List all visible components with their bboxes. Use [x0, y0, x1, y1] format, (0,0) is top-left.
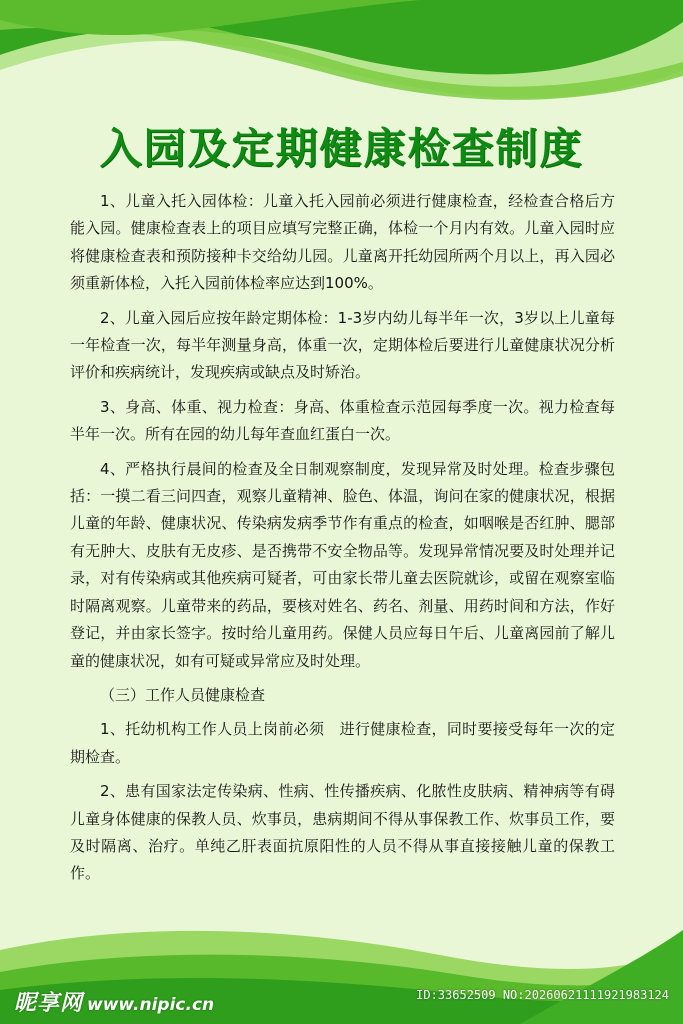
watermark-id: ID:33652509 NO:20260621111921983124: [416, 988, 669, 1002]
paragraph-2: 2、儿童入园后应按年龄定期体检：1-3岁内幼儿每半年一次，3岁以上儿童每一年检查一次，每半年测量身高，体重一次，定期体检后要进行儿童健康状况分析评价和疾病统计，发现疾病或缺点及时矫治。: [70, 308, 615, 382]
paragraph-4: 4、严格执行晨间的检查及全日制观察制度，发现异常及时处理。检查步骤包括：一摸二看三问四查，观察儿童精神、脸色、体温，询问在家的健康状况，根据儿童的年龄、健康状况、传染病发病季节作有重点的检查，如咽喉是否红肿、腮部有无肿大、皮肤有无皮疹、是否携带不安全物品等。发现异常情况要及时处理并记录，对有传染病或其他疾病可疑者，可由家长带儿童去医院就诊，或留在观察室临时隔离观察。儿童带来的药品，要核对姓名、药名、剂量、用药时间和方法，作好登记，并由家长签字。按时给儿童用药。保健人员应每日午后、儿童离园前了解儿童的健康状况，如有可疑或异常应及时处理。: [70, 459, 615, 670]
watermark-logo-text: 昵享网: [14, 991, 84, 1016]
paragraph-3: 3、身高、体重、视力检查：身高、体重检查示范园每季度一次。视力检查每半年一次。所有在园的幼儿每年查血红蛋白一次。: [70, 397, 615, 444]
section-heading: （三）工作人员健康检查: [100, 685, 266, 704]
paragraph-6: 2、患有国家法定传染病、性病、性传播疾病、化脓性皮肤病、精神病等有碍儿童身体健康的保教人员、炊事员，患病期间不得从事保教工作、炊事员工作，要及时隔离、治疗。单纯乙肝表面抗原阳性的人员不得从事直接接触儿童的保教工作。: [70, 782, 615, 883]
paragraph-1: 1、儿童入托入园体检：儿童入托入园前必须进行健康检查，经检查合格后方能入园。健康检查表上的项目应填写完整正确，体检一个月内有效。儿童入园时应将健康检查表和预防接种卡交给幼儿园。儿童离开托幼园所两个月以上，再入园必须重新体检，入托入园前体检率应达到100%。: [70, 192, 615, 293]
watermark-url: www.nipic.cn: [87, 995, 215, 1015]
watermark-logo: [14, 986, 214, 1017]
article-body: [70, 188, 615, 895]
page-title: 入园及定期健康检查制度: [99, 124, 584, 173]
paragraph-5: 1、托幼机构工作人员上岗前必须 进行健康检查，同时要接受每年一次的定期检查。: [70, 720, 615, 766]
